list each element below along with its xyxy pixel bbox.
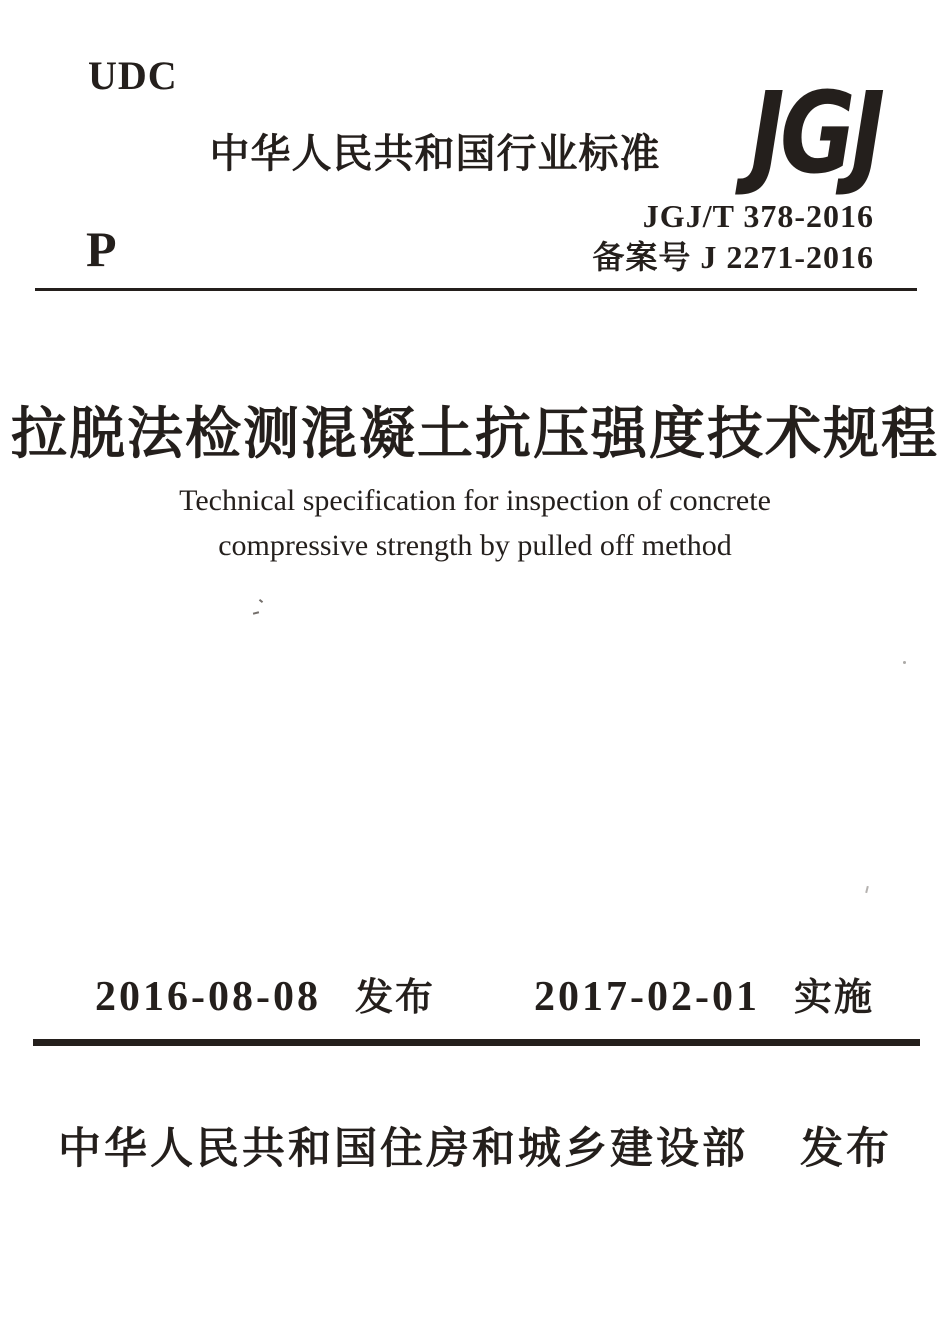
issue-label: 发布 <box>354 977 435 1019</box>
standard-type-heading: 中华人民共和国行业标准 <box>209 132 661 176</box>
issue-date: 2016-08-08 <box>95 974 321 1020</box>
implementation-date: 2017-02-01 <box>534 974 760 1020</box>
standard-code-block <box>592 196 874 278</box>
jgj-logo: JGJ <box>749 67 880 199</box>
publisher-name: 中华人民共和国住房和城乡建设部 <box>58 1125 748 1173</box>
implementation-label: 实施 <box>793 977 874 1019</box>
dates-row <box>95 976 874 1018</box>
header-divider-line <box>35 288 917 291</box>
publisher-row <box>0 1124 950 1176</box>
udc-label: UDC <box>88 53 178 98</box>
scan-artifact <box>865 886 869 893</box>
title-english <box>0 478 950 568</box>
scan-artifact <box>253 611 259 614</box>
record-number: 备案号 J 2271-2016 <box>592 239 874 275</box>
footer-divider-line <box>33 1039 920 1046</box>
title-chinese: 拉脱法检测混凝土抗压强度技术规程 <box>11 404 939 466</box>
classification-mark: P <box>86 221 117 277</box>
scan-artifact <box>903 661 906 664</box>
title-english-line2: compressive strength by pulled off method <box>218 529 732 562</box>
implementation-date-group <box>534 976 874 1018</box>
scan-artifact <box>259 599 263 603</box>
standard-code: JGJ/T 378-2016 <box>642 198 874 234</box>
issue-date-group <box>95 976 435 1018</box>
title-english-line1: Technical specification for inspection of concrete <box>179 484 771 517</box>
publisher-action: 发布 <box>800 1125 892 1173</box>
